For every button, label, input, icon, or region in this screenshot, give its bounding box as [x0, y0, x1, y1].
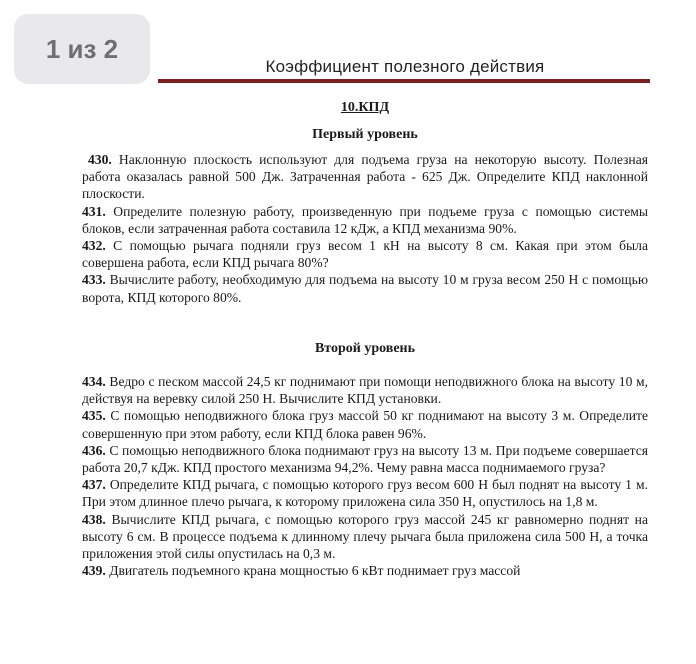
problem-430: [82, 151, 648, 203]
problem-438: [82, 511, 648, 563]
problem-436: [82, 442, 648, 476]
problem-text: С помощью неподвижного блока груз массой 50 кг поднимают на высоту 3 м. Определите совершенную при этом работу, если КПД блока равен 96%.: [82, 408, 648, 441]
chapter-title: 10.КПД: [340, 100, 390, 115]
problem-number: 439.: [82, 563, 106, 579]
header-rule: [158, 79, 650, 83]
problem-number: 436.: [82, 442, 106, 458]
problem-list-level-2: [82, 373, 648, 579]
problem-437: [82, 476, 648, 510]
problem-text: Определите КПД рычага, с помощью которого груз весом 600 Н был поднят на высоту 1 м. При этом длинное плечо рычага, к которому приложена сила 350 Н, опустилось на 1,8 м.: [82, 477, 648, 510]
problem-433: [82, 271, 648, 305]
problem-439: [82, 562, 648, 579]
problem-number: 432.: [82, 238, 106, 254]
problem-text: Двигатель подъемного крана мощностью 6 кВт поднимает груз массой: [109, 563, 521, 579]
problem-text: Определите полезную работу, произведенную при подъеме груза с помощью системы блоков, если затраченная работа составила 12 кДж, а КПД механизма 90%.: [82, 203, 648, 236]
problem-text: Наклонную плоскость используют для подъема груза на некоторую высоту. Полезная работа оказалась равной 500 Дж. Затраченная работа - 625 Дж. Определите КПД наклонной плоскости.: [82, 152, 648, 202]
problem-431: [82, 203, 648, 237]
problem-number: 438.: [82, 511, 106, 527]
problem-text: С помощью неподвижного блока поднимают груз на высоту 13 м. При подъеме совершается работа 20,7 кДж. КПД простого механизма 94,2%. Чему равна масса поднимаемого груза?: [82, 442, 648, 476]
problem-434: [82, 373, 648, 407]
problem-432: [82, 237, 648, 271]
section-heading-level-1: Первый уровень: [312, 127, 418, 142]
header-title: Коэффициент полезного действия: [265, 57, 545, 76]
document-header: [158, 57, 650, 83]
problem-text: Ведро с песком массой 24,5 кг поднимают при помощи неподвижного блока на высоту 10 м, действуя на веревку силой 250 Н. Вычислите КПД установки.: [82, 374, 648, 407]
problem-number: 434.: [82, 374, 106, 389]
problem-number: 430.: [88, 152, 112, 167]
problem-text: С помощью рычага подняли груз весом 1 кН на высоту 8 см. Какая при этом была совершена работа, если КПД рычага 80%?: [82, 238, 648, 271]
section-heading-level-2: Второй уровень: [314, 341, 416, 356]
problem-number: 431.: [82, 203, 106, 219]
problem-number: 435.: [82, 408, 106, 424]
problem-435: [82, 407, 648, 441]
page-counter-badge: 1 из 2: [14, 14, 150, 84]
problem-text: Вычислите КПД рычага, с помощью которого груз массой 245 кг равномерно поднят на высоту 6 см. В процессе подъема к длинному плечу рычага была приложена сила 500 Н, а точка приложения этой силы опустилась на 0,3 м.: [82, 511, 648, 562]
problem-text: Вычислите работу, необходимую для подъема на высоту 10 м груза весом 250 Н с помощью ворота, КПД которого 80%.: [82, 272, 648, 305]
problem-number: 437.: [82, 477, 106, 493]
problem-number: 433.: [82, 272, 106, 288]
problem-list-level-1: [82, 151, 648, 306]
